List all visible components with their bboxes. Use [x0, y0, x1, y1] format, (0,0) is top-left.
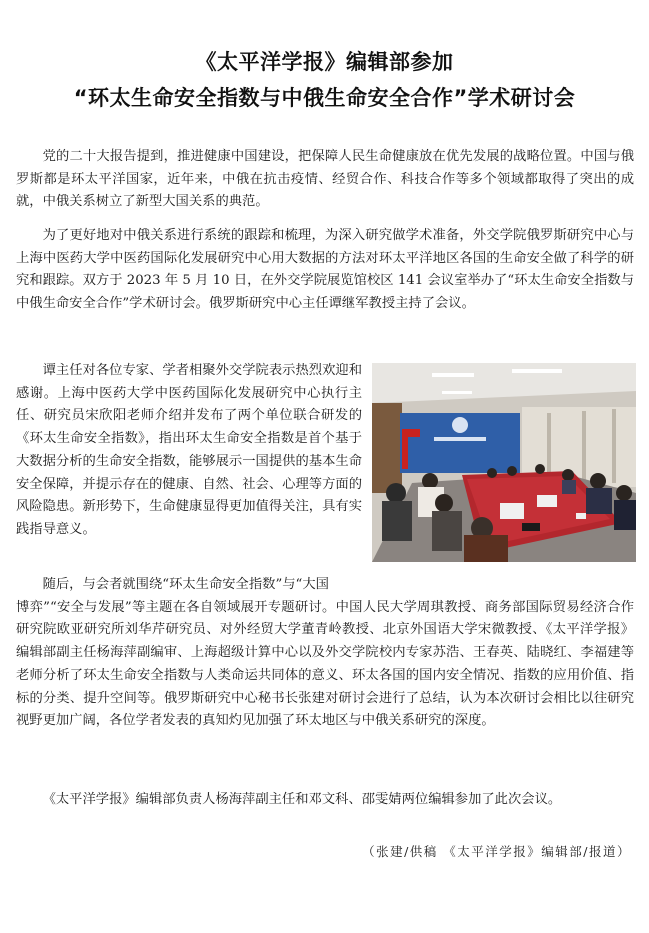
- paragraph-4-rest: 博弈”“安全与发展”等主题在各自领域展开专题研讨。中国人民大学周琪教授、商务部国际贸易经济合作研究院欧亚研究所刘华芹研究员、对外经贸大学董青岭教授、北京外国语大学宋微教授、《太平洋学报》编辑部副主任杨海萍副编审、上海超级计算中心以及外交学院校内专家苏浩、王春英、陆晓红、李福建等老师分析了环太生命安全指数与人类命运共同体的意义、环太各国的国内安全情况、指数的应用价值、指标的分类、提升空间等。俄罗斯研究中心秘书长张建对研讨会进行了总结，认为本次研讨会相比以往研究视野更加广阔，各位学者发表的真知灼见加强了环太地区与中俄关系研究的深度。: [16, 599, 634, 729]
- meeting-photo-illustration: [372, 363, 636, 562]
- paragraph-4: [16, 574, 634, 733]
- paragraph-5: 《太平洋学报》编辑部负责人杨海萍副主任和邓文科、邵雯婧两位编辑参加了此次会议。: [42, 792, 562, 807]
- paragraph-1: 党的二十大报告提到，推进健康中国建设，把保障人民生命健康放在优先发展的战略位置。中国与俄罗斯都是环太平洋国家，近年来，中俄在抗击疫情、经贸合作、科技合作等多个领域都取得了突出的成就，中俄关系树立了新型大国关系的典范。: [16, 149, 634, 210]
- article-credit: （张建/供稿 《太平洋学报》编辑部/报道）: [362, 844, 631, 859]
- paragraph-2: 为了更好地对中俄关系进行系统的跟踪和梳理，为深入研究做学术准备，外交学院俄罗斯研究中心与上海中医药大学中医药国际化发展研究中心用大数据的方法对环太平洋地区各国的生命安全做了科学的研究和跟踪。双方于 2023 年 5 月 10 日，在外交学院展览馆校区 141 会议室举办了“环太生命安全指数与中俄生命安全合作”学术研讨会。俄罗斯研究中心主任谭继军教授主持了会议。: [16, 228, 634, 312]
- paragraph-4-first-line: 随后，与会者就围绕“环太生命安全指数”与“大国: [42, 577, 329, 592]
- paragraph-3: 谭主任对各位专家、学者相聚外交学院表示热烈欢迎和感谢。上海中医药大学中医药国际化发展研究中心执行主任、研究员宋欣阳老师介绍并发布了两个单位联合研发的《环太生命安全指数》，指出环太生命安全指数是首个基于大数据分析的生命安全指数，能够展示一国提供的基本生命安全保障，并提示存在的健康、自然、社会、心理等方面的风险隐患。新形势下，生命健康显得更加值得关注，具有实践指导意义。: [16, 363, 362, 537]
- meeting-photo: [372, 363, 636, 562]
- article-title-line-1: 《太平洋学报》编辑部参加: [195, 50, 454, 74]
- article-title-line-2: “环太生命安全指数与中俄生命安全合作”学术研讨会: [73, 86, 576, 110]
